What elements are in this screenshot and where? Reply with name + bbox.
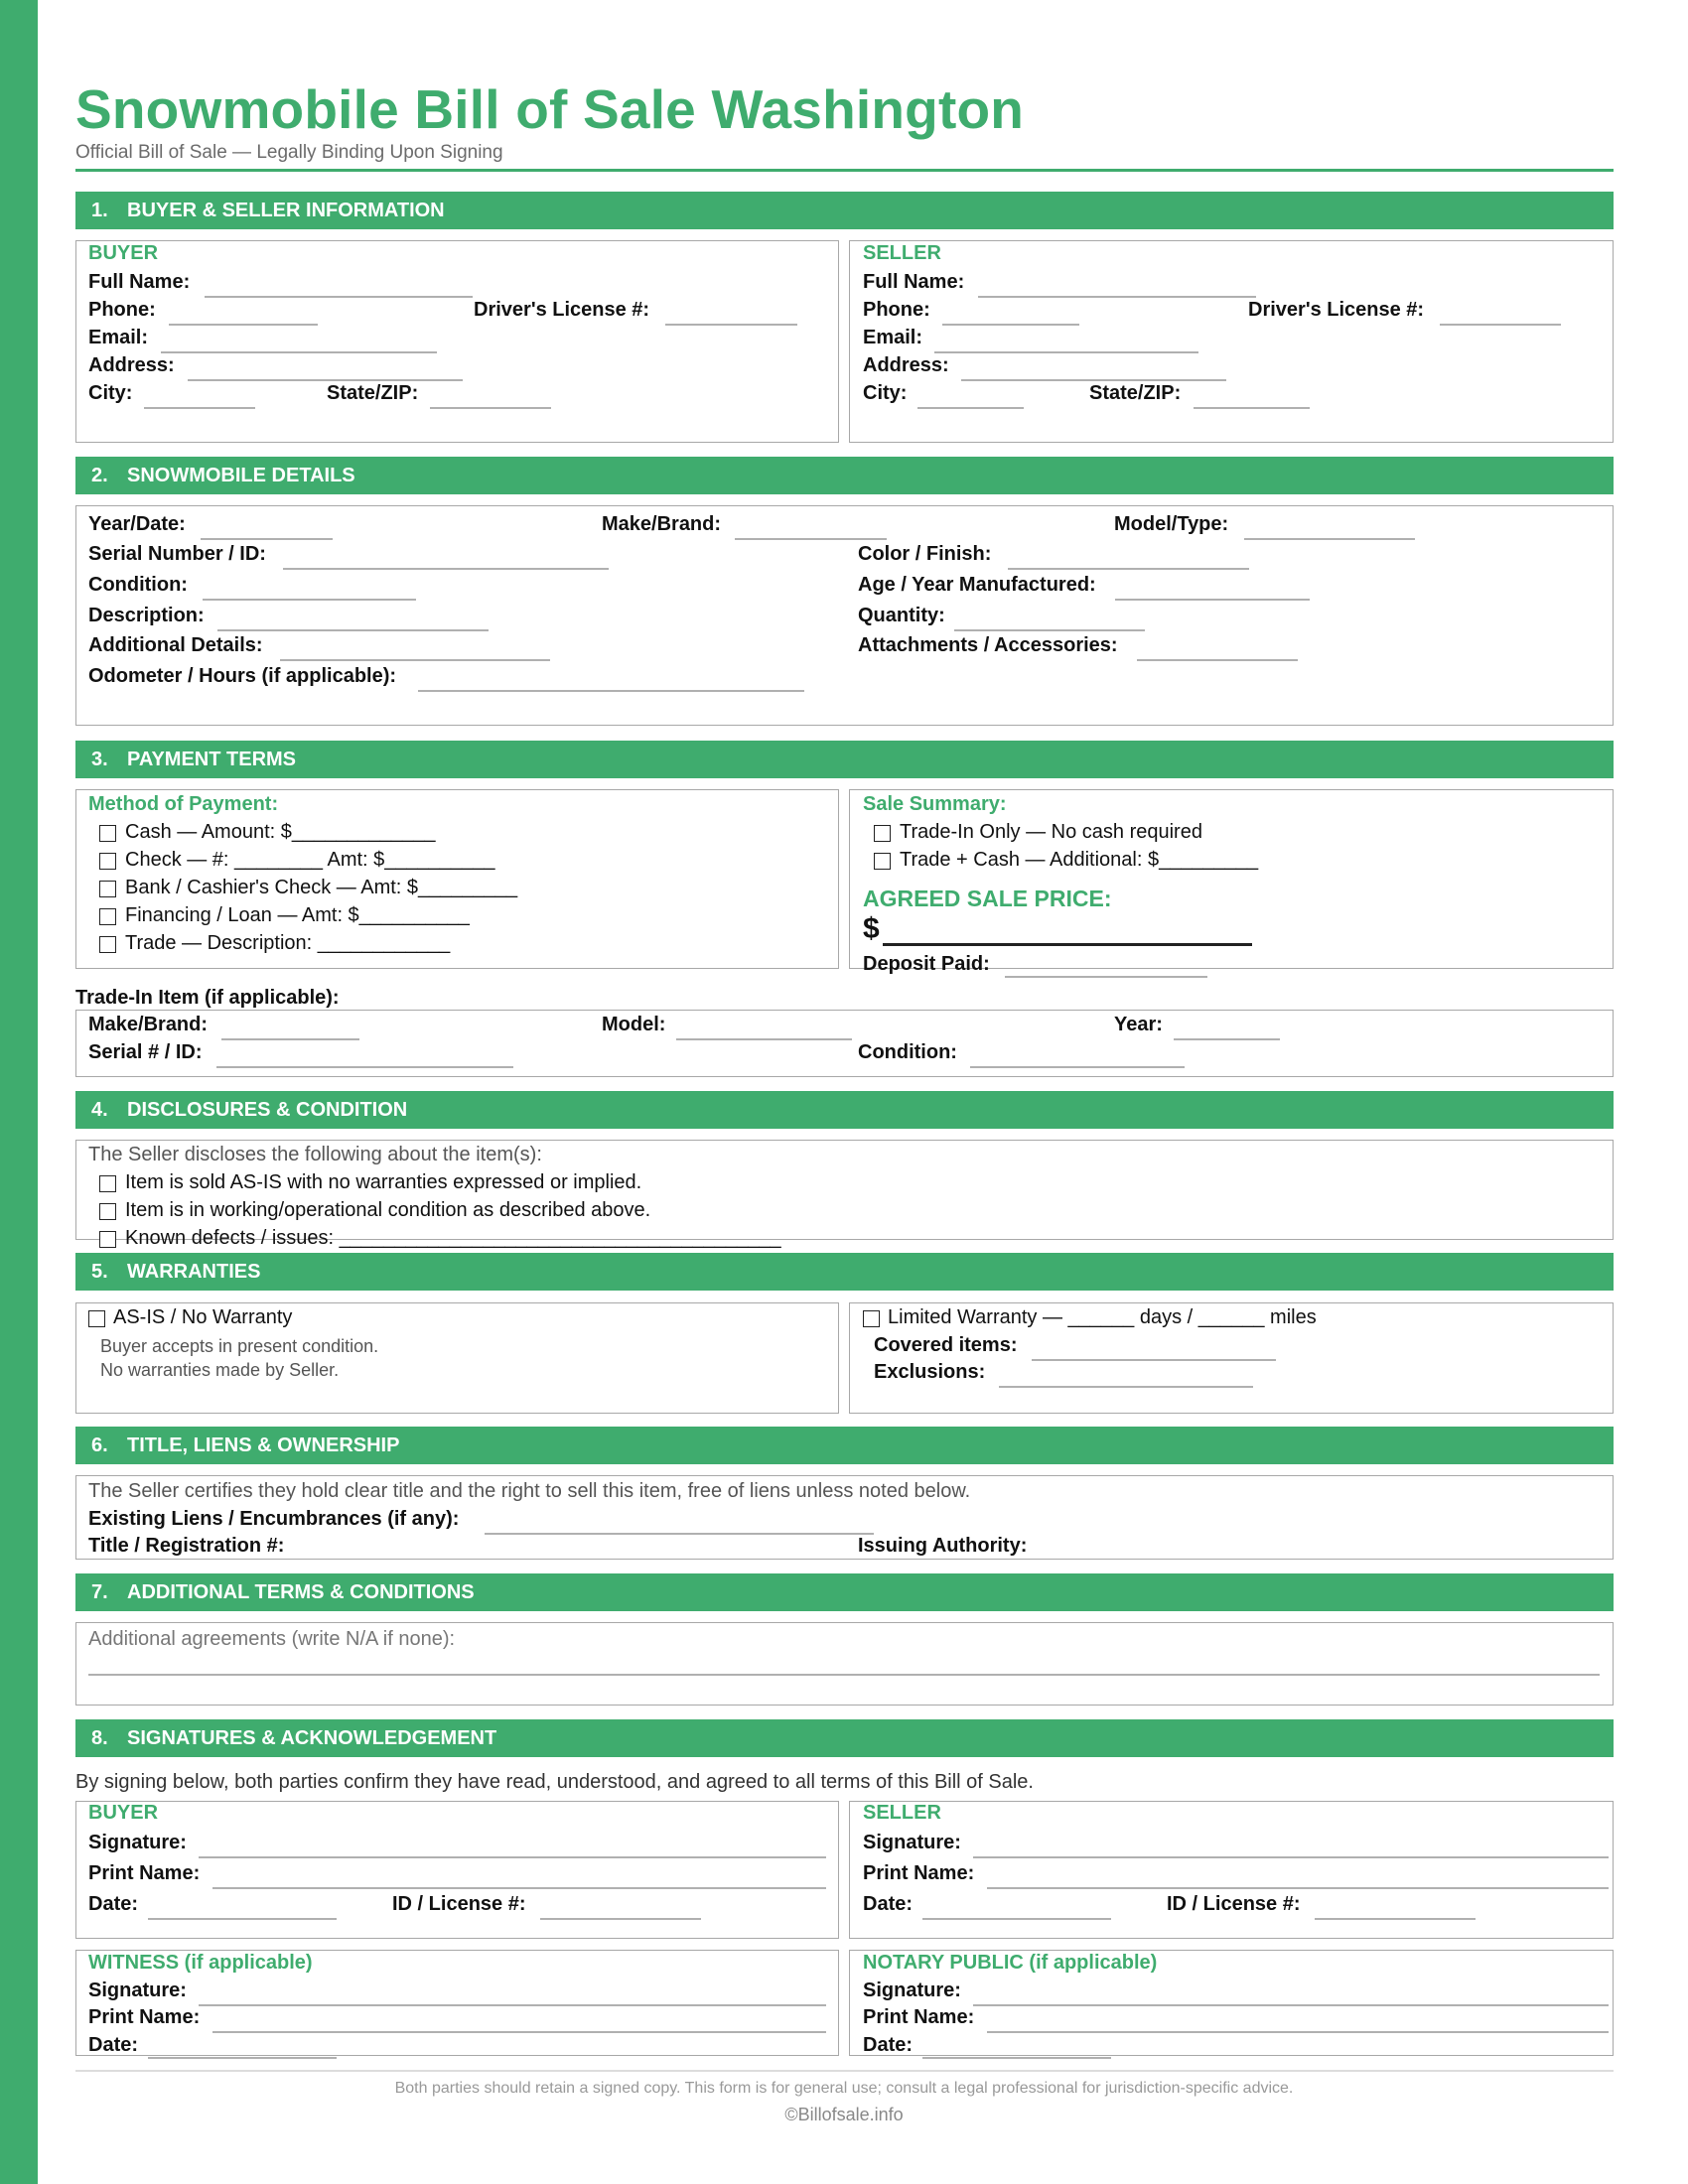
buyer-signature-label: Signature: <box>88 1832 187 1853</box>
footer-divider <box>75 2070 1614 2072</box>
dollar-sign: $ <box>863 912 880 945</box>
seller-email-field[interactable] <box>934 351 1198 353</box>
known-defects-checkbox[interactable] <box>99 1231 116 1248</box>
seller-phone-field[interactable] <box>942 324 1079 326</box>
additional-details-field[interactable] <box>280 659 550 661</box>
description-label: Description: <box>88 605 205 626</box>
check-option-label: Check — #: ________ Amt: $__________ <box>125 849 495 871</box>
witness-date-field[interactable] <box>148 2057 337 2059</box>
odometer-field[interactable] <box>418 690 804 692</box>
section-3-header <box>75 741 1614 778</box>
color-finish-field[interactable] <box>1008 568 1249 570</box>
page-subtitle: Official Bill of Sale — Legally Binding Upon Signing <box>75 142 503 163</box>
buyer-full-name-field[interactable] <box>205 296 473 298</box>
seller-heading: SELLER <box>863 242 941 264</box>
cashiers-check-option-label: Bank / Cashier's Check — Amt: $_________ <box>125 877 518 898</box>
known-defects-label: Known defects / issues: ________________________________________ <box>125 1227 781 1249</box>
agreed-sale-price-label: AGREED SALE PRICE: <box>863 886 1112 911</box>
notary-heading: NOTARY PUBLIC (if applicable) <box>863 1952 1158 1974</box>
buyer-signature-heading: BUYER <box>88 1802 159 1824</box>
additional-terms-field[interactable] <box>88 1674 1600 1676</box>
trade-plus-cash-checkbox[interactable] <box>874 853 891 870</box>
trade-in-serial-field[interactable] <box>216 1066 513 1068</box>
witness-heading: WITNESS (if applicable) <box>88 1952 313 1974</box>
sale-summary-box <box>849 789 1614 969</box>
condition-field[interactable] <box>203 599 416 601</box>
buyer-signature-field[interactable] <box>199 1856 826 1858</box>
section-6-label: TITLE, LIENS & OWNERSHIP <box>127 1434 400 1456</box>
trade-in-model-field[interactable] <box>676 1038 852 1040</box>
as-is-warranty-checkbox[interactable] <box>88 1310 105 1327</box>
section-8-header <box>75 1719 1614 1757</box>
seller-license-label: Driver's License #: <box>1248 299 1425 321</box>
buyer-date-label: Date: <box>88 1893 139 1915</box>
model-type-field[interactable] <box>1244 538 1415 540</box>
notary-date-field[interactable] <box>922 2057 1111 2059</box>
notary-signature-label: Signature: <box>863 1979 961 2001</box>
section-4-number: 4. <box>91 1099 108 1121</box>
attachments-field[interactable] <box>1137 659 1298 661</box>
buyer-address-label: Address: <box>88 354 175 376</box>
as-is-disclosure-checkbox[interactable] <box>99 1175 116 1192</box>
seller-email-label: Email: <box>863 327 923 348</box>
witness-date-label: Date: <box>88 2034 139 2056</box>
make-brand-field[interactable] <box>735 538 887 540</box>
buyer-full-name-label: Full Name: <box>88 271 191 293</box>
section-5-label: WARRANTIES <box>127 1261 261 1283</box>
description-field[interactable] <box>217 629 489 631</box>
buyer-state-zip-field[interactable] <box>430 407 551 409</box>
notary-signature-field[interactable] <box>973 2004 1609 2006</box>
age-year-field[interactable] <box>1115 599 1310 601</box>
trade-in-year-label: Year: <box>1114 1014 1163 1035</box>
witness-signature-label: Signature: <box>88 1979 187 2001</box>
trade-in-serial-label: Serial # / ID: <box>88 1041 203 1063</box>
title-registration-label: Title / Registration #: <box>88 1535 285 1557</box>
section-4-header <box>75 1091 1614 1129</box>
section-7-header <box>75 1573 1614 1611</box>
sale-summary-heading: Sale Summary: <box>863 793 1007 815</box>
seller-id-license-field[interactable] <box>1315 1918 1476 1920</box>
trade-checkbox[interactable] <box>99 936 116 953</box>
seller-print-name-field[interactable] <box>987 1887 1609 1889</box>
witness-print-name-field[interactable] <box>212 2031 826 2033</box>
quantity-field[interactable] <box>954 629 1145 631</box>
as-is-warranty-line-2: No warranties made by Seller. <box>100 1360 340 1380</box>
section-7-label: ADDITIONAL TERMS & CONDITIONS <box>127 1581 475 1603</box>
odometer-label: Odometer / Hours (if applicable): <box>88 665 397 687</box>
seller-city-label: City: <box>863 382 908 404</box>
seller-state-zip-field[interactable] <box>1194 407 1310 409</box>
as-is-disclosure-label: Item is sold AS-IS with no warranties expressed or implied. <box>125 1171 642 1193</box>
check-checkbox[interactable] <box>99 853 116 870</box>
section-8-number: 8. <box>91 1727 108 1749</box>
section-3-label: PAYMENT TERMS <box>127 749 297 770</box>
trade-in-condition-field[interactable] <box>970 1066 1185 1068</box>
section-5-number: 5. <box>91 1261 108 1283</box>
section-3-number: 3. <box>91 749 108 770</box>
exclusions-field[interactable] <box>999 1386 1253 1388</box>
section-1-label: BUYER & SELLER INFORMATION <box>127 200 445 221</box>
seller-city-field[interactable] <box>917 407 1024 409</box>
additional-terms-prompt: Additional agreements (write N/A if none): <box>88 1628 456 1650</box>
left-accent-bar <box>0 0 38 2184</box>
existing-liens-label: Existing Liens / Encumbrances (if any): <box>88 1508 460 1530</box>
seller-date-field[interactable] <box>922 1918 1111 1920</box>
buyer-print-name-field[interactable] <box>212 1887 826 1889</box>
section-8-label: SIGNATURES & ACKNOWLEDGEMENT <box>127 1727 497 1749</box>
issuing-authority-label: Issuing Authority: <box>858 1535 1028 1557</box>
limited-warranty-checkbox[interactable] <box>863 1310 880 1327</box>
working-condition-label: Item is in working/operational condition as described above. <box>125 1199 651 1221</box>
section-5-header <box>75 1253 1614 1291</box>
seller-signature-heading: SELLER <box>863 1802 941 1824</box>
buyer-city-label: City: <box>88 382 133 404</box>
serial-number-label: Serial Number / ID: <box>88 543 266 565</box>
title-certify-text: The Seller certifies they hold clear title and the right to sell this item, free of liens unless noted below. <box>88 1480 971 1502</box>
buyer-email-field[interactable] <box>161 351 437 353</box>
quantity-label: Quantity: <box>858 605 945 626</box>
seller-full-name-field[interactable] <box>978 296 1256 298</box>
buyer-heading: BUYER <box>88 242 159 264</box>
cash-checkbox[interactable] <box>99 825 116 842</box>
section-6-header <box>75 1427 1614 1464</box>
section-2-number: 2. <box>91 465 108 486</box>
section-6-number: 6. <box>91 1434 108 1456</box>
age-year-label: Age / Year Manufactured: <box>858 574 1096 596</box>
trade-in-only-label: Trade-In Only — No cash required <box>900 821 1202 843</box>
trade-option-label: Trade — Description: ____________ <box>125 932 451 954</box>
model-type-label: Model/Type: <box>1114 513 1229 535</box>
buyer-phone-field[interactable] <box>169 324 318 326</box>
trade-in-make-label: Make/Brand: <box>88 1014 209 1035</box>
existing-liens-field[interactable] <box>485 1533 874 1535</box>
trade-in-only-checkbox[interactable] <box>874 825 891 842</box>
financing-option-label: Financing / Loan — Amt: $__________ <box>125 904 470 926</box>
seller-address-label: Address: <box>863 354 949 376</box>
cashiers-check-checkbox[interactable] <box>99 881 116 897</box>
condition-label: Condition: <box>88 574 188 596</box>
buyer-info-box <box>75 240 839 443</box>
footer-copyright: ©Billofsale.info <box>784 2105 904 2124</box>
seller-signature-label: Signature: <box>863 1832 961 1853</box>
seller-license-field[interactable] <box>1440 324 1561 326</box>
covered-items-label: Covered items: <box>874 1334 1018 1356</box>
trade-in-condition-label: Condition: <box>858 1041 957 1063</box>
witness-print-name-label: Print Name: <box>88 2006 201 2028</box>
deposit-paid-field[interactable] <box>1005 976 1207 978</box>
seller-full-name-label: Full Name: <box>863 271 965 293</box>
seller-id-license-label: ID / License #: <box>1167 1893 1301 1915</box>
title-rule <box>75 169 1614 172</box>
trade-in-heading: Trade-In Item (if applicable): <box>75 987 340 1009</box>
buyer-id-license-label: ID / License #: <box>392 1893 526 1915</box>
make-brand-label: Make/Brand: <box>602 513 722 535</box>
buyer-id-license-field[interactable] <box>540 1918 701 1920</box>
witness-signature-field[interactable] <box>199 2004 826 2006</box>
agreed-sale-price-field[interactable] <box>883 943 1252 946</box>
as-is-warranty-label: AS-IS / No Warranty <box>113 1306 293 1328</box>
signatures-intro: By signing below, both parties confirm they have read, understood, and agreed to all terms of this Bill of Sale. <box>75 1771 1034 1793</box>
buyer-email-label: Email: <box>88 327 149 348</box>
page-title: Snowmobile Bill of Sale Washington <box>75 78 1025 140</box>
serial-number-field[interactable] <box>283 568 609 570</box>
limited-warranty-label: Limited Warranty — ______ days / ______ miles <box>888 1306 1317 1328</box>
year-date-field[interactable] <box>201 538 333 540</box>
notary-date-label: Date: <box>863 2034 914 2056</box>
trade-in-year-field[interactable] <box>1174 1038 1280 1040</box>
working-condition-checkbox[interactable] <box>99 1203 116 1220</box>
section-2-label: SNOWMOBILE DETAILS <box>127 465 355 486</box>
buyer-print-name-label: Print Name: <box>88 1862 201 1884</box>
buyer-address-field[interactable] <box>188 379 463 381</box>
year-date-label: Year/Date: <box>88 513 186 535</box>
seller-print-name-label: Print Name: <box>863 1862 975 1884</box>
notary-print-name-label: Print Name: <box>863 2006 975 2028</box>
section-7-number: 7. <box>91 1581 108 1603</box>
notary-print-name-field[interactable] <box>987 2031 1609 2033</box>
buyer-date-field[interactable] <box>148 1918 337 1920</box>
buyer-state-zip-label: State/ZIP: <box>327 382 419 404</box>
footer-note: Both parties should retain a signed copy. This form is for general use; consult a legal professional for jurisdiction-specific advice. <box>394 2080 1294 2097</box>
buyer-phone-label: Phone: <box>88 299 156 321</box>
financing-checkbox[interactable] <box>99 908 116 925</box>
section-1-number: 1. <box>91 200 108 221</box>
cash-option-label: Cash — Amount: $_____________ <box>125 821 436 843</box>
covered-items-field[interactable] <box>1032 1359 1276 1361</box>
seller-phone-label: Phone: <box>863 299 930 321</box>
buyer-license-field[interactable] <box>665 324 797 326</box>
section-2-header <box>75 457 1614 494</box>
buyer-city-field[interactable] <box>144 407 255 409</box>
section-4-label: DISCLOSURES & CONDITION <box>127 1099 408 1121</box>
additional-details-label: Additional Details: <box>88 634 263 656</box>
disclosures-intro: The Seller discloses the following about the item(s): <box>88 1144 542 1165</box>
buyer-license-label: Driver's License #: <box>474 299 650 321</box>
as-is-warranty-line-1: Buyer accepts in present condition. <box>100 1336 379 1356</box>
payment-method-heading: Method of Payment: <box>88 793 279 815</box>
exclusions-label: Exclusions: <box>874 1361 986 1383</box>
color-finish-label: Color / Finish: <box>858 543 992 565</box>
seller-signature-field[interactable] <box>973 1856 1609 1858</box>
trade-in-make-field[interactable] <box>221 1038 359 1040</box>
trade-plus-cash-label: Trade + Cash — Additional: $_________ <box>900 849 1259 871</box>
deposit-paid-label: Deposit Paid: <box>863 953 990 975</box>
attachments-label: Attachments / Accessories: <box>858 634 1118 656</box>
section-1-header <box>75 192 1614 229</box>
trade-in-model-label: Model: <box>602 1014 666 1035</box>
seller-date-label: Date: <box>863 1893 914 1915</box>
seller-state-zip-label: State/ZIP: <box>1089 382 1182 404</box>
